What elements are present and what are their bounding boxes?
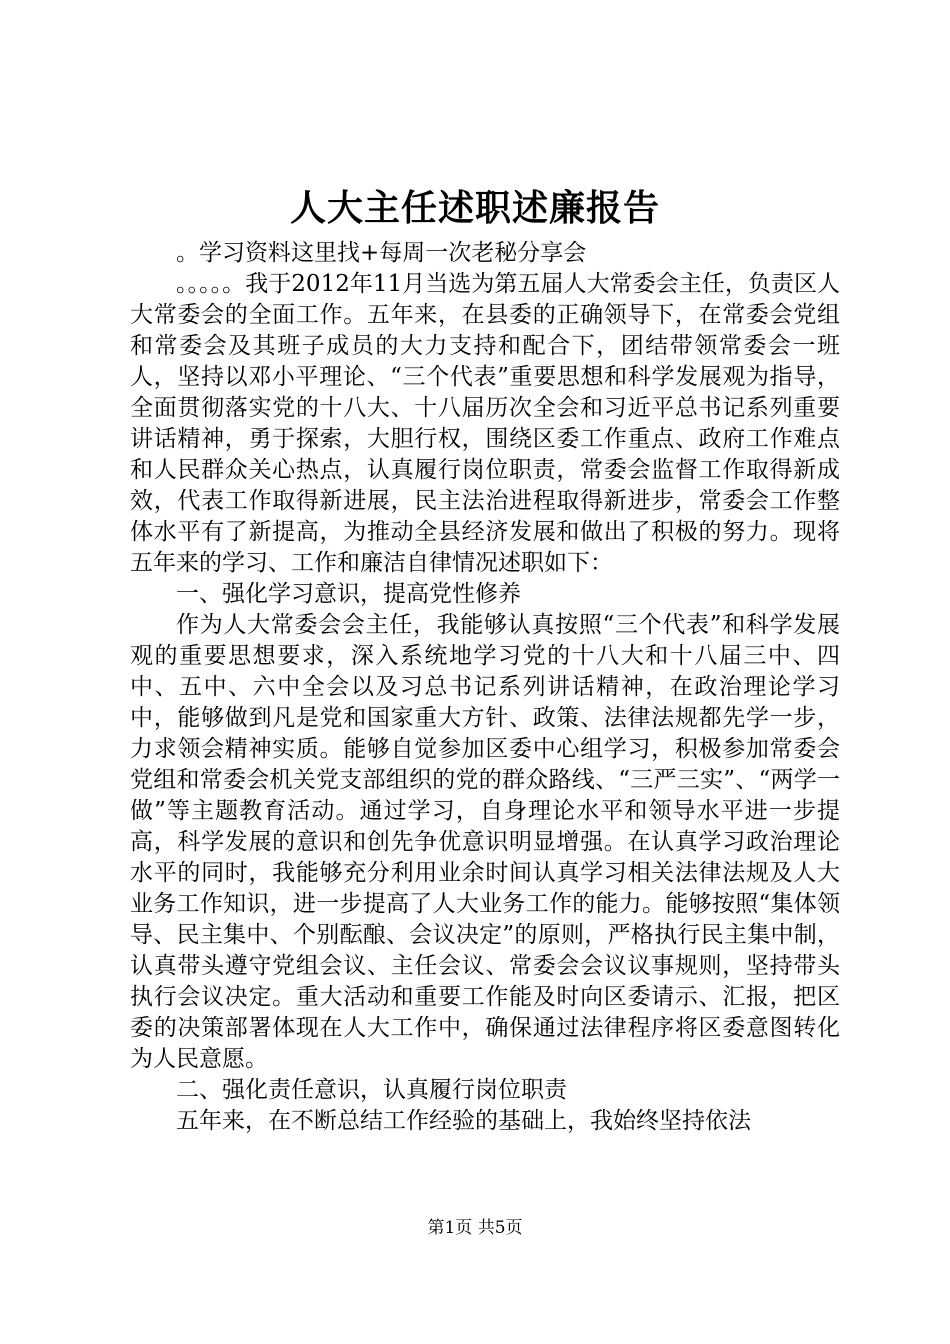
- section-1-paragraph: 作为人大常委会会主任，我能够认真按照“三个代表”和科学发展观的重要思想要求，深入系统地学习党的十八大和十八届三中、四中、五中、六中全会以及习总书记系列讲话精神，在政治理论学习中，能够做到凡是党和国家重大方针、政策、法律法规都先学一步，力求领会精神实质。能够自觉参加区委中心组学习，积极参加常委会党组和常委会机关党支部组织的党的群众路线、“三严三实”、“两学一做”等主题教育活动。通过学习，自身理论水平和领导水平进一步提高，科学发展的意识和创先争优意识明显增强。在认真学习政治理论水平的同时，我能够充分利用业余时间认真学习相关法律法规及人大业务工作知识，进一步提高了人大业务工作的能力。能够按照“集体领导、民主集中、个别酝酿、会议决定”的原则，严格执行民主集中制，认真带头遵守党组会议、主任会议、常委会会议议事规则，坚持带头执行会议决定。重大活动和重要工作能及时向区委请示、汇报，把区委的决策部署体现在人大工作中，确保通过法律程序将区委意图转化为人民意愿。: [130, 612, 840, 1072]
- section-heading-2: 二、强化责任意识，认真履行岗位职责: [176, 1077, 567, 1103]
- intro-line: 。学习资料这里找+每周一次老秘分享会: [176, 240, 587, 266]
- opening-paragraph: 。。。。。我于2012年11月当选为第五届人大常委会主任，负责区人大常委会的全面工作。五年来，在县委的正确领导下，在常委会党组和常委会及其班子成员的大力支持和配合下，团结带领常委会一班人，坚持以邓小平理论、“三个代表”重要思想和科学发展观为指导，全面贯彻落实党的十八大、十八届历次全会和习近平总书记系列重要讲话精神，勇于探索，大胆行权，围绕区委工作重点、政府工作难点和人民群众关心热点，认真履行岗位职责，常委会监督工作取得新成效，代表工作取得新进展，民主法治进程取得新进步，常委会工作整体水平有了新提高，为推动全县经济发展和做出了积极的努力。现将五年来的学习、工作和廉洁自律情况述职如下：: [130, 271, 840, 576]
- document-body: [130, 238, 840, 1137]
- section-heading-1: 一、强化学习意识，提高党性修养: [176, 581, 521, 607]
- page-footer: 第1页 共5页: [427, 1218, 523, 1238]
- section-2-paragraph: 五年来，在不断总结工作经验的基础上，我始终坚持依法: [176, 1108, 751, 1134]
- document-title: 人大主任述职述廉报告: [289, 187, 660, 229]
